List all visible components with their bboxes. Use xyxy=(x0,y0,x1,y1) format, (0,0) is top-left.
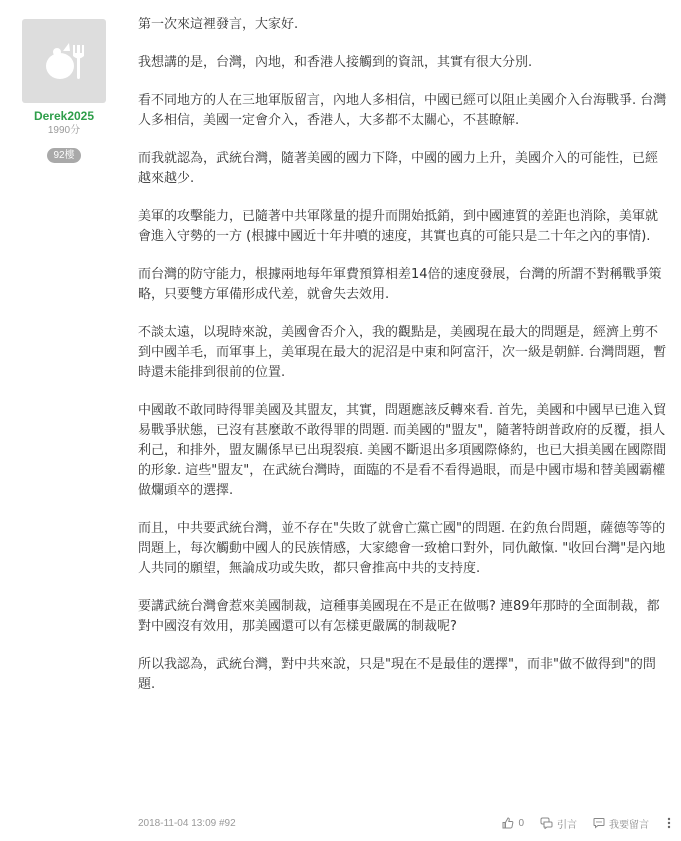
floor-badge: 92樓 xyxy=(47,148,80,163)
reply-button[interactable] xyxy=(593,816,649,831)
post-paragraph: 中國敢不敢同時得罪美國及其盟友，其實，問題應該反轉來看. 首先，美國和中國早已進入貿易戰爭狀態，已沒有甚麼敢不敢得罪的問題. 而美國的"盟友"，隨著特朗普政府的反覆，損人利己，和排外，盟友關係早已出現裂痕. 美國不斷退出多項國際條約，也已大損美國在國際間的形象. 這些"盟友"，在武統台灣時，面臨的不是看不看得過眼，而是中國市場和替美國霸權做爛頭卒的選擇. xyxy=(138,403,667,498)
post-paragraph: 要講武統台灣會惹來美國制裁，這種事美國現在不是正在做嗎? 連89年那時的全面制裁，都對中國沒有效用，那美國還可以有怎樣更嚴厲的制裁呢? xyxy=(138,599,660,634)
vertical-dots-icon xyxy=(667,817,671,829)
reply-label: 我要留言 xyxy=(609,819,649,831)
chat-bubble-icon xyxy=(593,817,605,829)
like-count: 0 xyxy=(518,817,524,829)
author-panel xyxy=(0,0,128,163)
post-paragraph: 看不同地方的人在三地軍版留言，內地人多相信，中國已經可以阻止美國介入台海戰爭. 台灣人多相信，美國一定會介入，香港人，大多都不太關心，不甚瞭解. xyxy=(138,93,667,128)
avatar[interactable] xyxy=(22,19,106,103)
bird-with-fork-icon xyxy=(39,39,89,83)
post-body xyxy=(138,15,668,713)
quote-icon xyxy=(540,817,553,829)
quote-label: 引言 xyxy=(557,819,577,831)
thumbs-up-icon xyxy=(502,817,514,829)
post-paragraph: 第一次來這裡發言，大家好. xyxy=(138,17,299,32)
post-paragraph: 不談太遠，以現時來說，美國會否介入，我的觀點是，美國現在最大的問題是，經濟上剪不到中國羊毛，而軍事上，美軍現在最大的泥沼是中東和阿富汗，次一級是朝鮮. 台灣問題，暫時還未能排到很前的位置. xyxy=(138,325,667,380)
post-paragraph: 所以我認為，武統台灣，對中共來說，只是"現在不是最佳的選擇"，而非"做不做得到"的問題. xyxy=(138,657,656,692)
more-options-button[interactable] xyxy=(667,817,671,829)
post-paragraph: 而我就認為，武統台灣，隨著美國的國力下降，中國的國力上升，美國介入的可能性，已經越來越少. xyxy=(138,151,659,186)
author-score: 1990分 xyxy=(47,125,81,136)
like-button[interactable] xyxy=(502,817,524,829)
quote-button[interactable] xyxy=(540,816,577,831)
post-paragraph: 我想講的是，台灣，內地，和香港人接觸到的資訊，其實有很大分別. xyxy=(138,55,533,70)
post-meta-bar xyxy=(138,815,671,831)
author-username[interactable]: Derek2025 xyxy=(33,109,95,123)
post-paragraph: 而台灣的防守能力，根據兩地每年軍費預算相差14倍的速度發展，台灣的所謂不對稱戰爭策略，只要雙方軍備形成代差，就會失去效用. xyxy=(138,267,662,302)
post-timestamp: 2018-11-04 13:09 #92 xyxy=(138,817,236,829)
post-paragraph: 而且，中共要武統台灣，並不存在"失敗了就會亡黨亡國"的問題. 在釣魚台問題，薩德等等的問題上，每次觸動中國人的民族情感，大家總會一致槍口對外，同仇敵愾. "收回台灣"是內地人共同的願望，無論成功或失敗，都只會推高中共的支持度. xyxy=(138,521,666,576)
post-paragraph: 美軍的攻擊能力，已隨著中共軍隊量的提升而開始抵銷，到中國連質的差距也消除，美軍就會進入守勢的一方 (根據中國近十年井噴的速度，其實也真的可能只是二十年之內的事情). xyxy=(138,209,659,244)
